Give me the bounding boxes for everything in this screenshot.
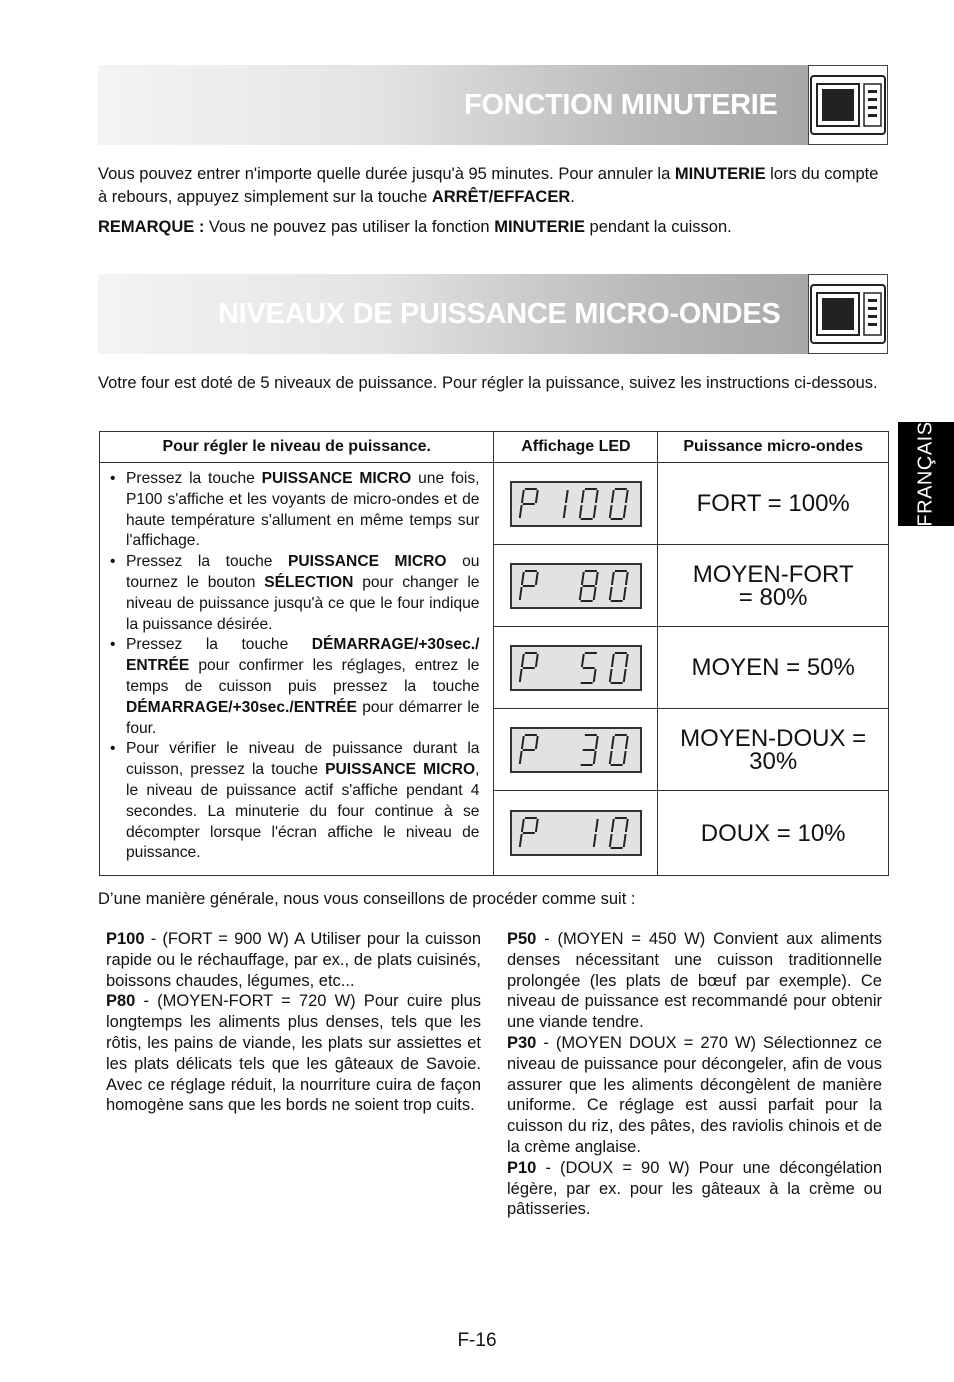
- led-segment: [610, 505, 612, 518]
- led-segment: [520, 669, 522, 682]
- led-segment: [536, 490, 538, 503]
- led-segment: [522, 736, 524, 749]
- led-segment: [626, 736, 628, 749]
- led-segment: [520, 751, 522, 764]
- instructions-cell: [100, 463, 494, 876]
- power-intro: Votre four est doté de 5 niveaux de puissance. Pour régler la puissance, suivez les instructions ci-dessous.: [98, 374, 878, 392]
- led-segment: [610, 834, 612, 847]
- led-segment: [596, 736, 598, 749]
- led-segment: [624, 669, 626, 682]
- led-display: [510, 727, 642, 773]
- instruction-step: • Pour vérifier le niveau de puissance durant la cuisson, pressez la touche PUISSANCE MICRO, le niveau de puissance actif s'affiche pendant 4 secondes. La minuterie du four continue à se décompter lorsque l'écran affiche le niveau de puissance.: [110, 739, 479, 864]
- timer-paragraph: Vous pouvez entrer n'importe quelle durée jusqu'à 95 minutes. Pour annuler la MINUTERIE lors du compte à rebours, appuyez simplement sur la touche ARRÊT/EFFACER.: [98, 165, 879, 206]
- timer-note: REMARQUE : Vous ne pouvez pas utiliser la fonction MINUTERIE pendant la cuisson.: [98, 218, 732, 236]
- led-segment: [596, 819, 598, 832]
- led-cell: [494, 791, 658, 876]
- led-segment: [520, 505, 522, 518]
- detail-p10: P10 - (DOUX = 90 W) Pour une décongélation légère, par ex. pour les gâteaux à la crème ou pâtisseries.: [507, 1158, 882, 1219]
- led-segment: [536, 819, 538, 832]
- power-section-header: [98, 274, 888, 354]
- led-segment: [522, 819, 524, 832]
- details-right-column: [507, 929, 882, 1220]
- led-segment: [580, 505, 582, 518]
- led-segment: [536, 572, 538, 585]
- led-segment: [610, 669, 612, 682]
- led-segment: [596, 572, 598, 585]
- detail-p50: P50 - (MOYEN = 450 W) Convient aux aliments denses nécessitant une cuisson traditionnelle prolongée (les plats de bœuf par exemple). Ce niveau de puissance est recommandé pour obtenir une viande tendre.: [507, 930, 882, 1032]
- led-segment: [612, 572, 614, 585]
- led-segment: [626, 654, 628, 667]
- led-display: [510, 645, 642, 691]
- led-segment: [626, 819, 628, 832]
- power-level-label: DOUX = 10%: [658, 791, 889, 876]
- led-segment: [594, 587, 596, 600]
- led-cell: [494, 463, 658, 545]
- led-cell: [494, 545, 658, 627]
- power-level-label: FORT = 100%: [658, 463, 889, 545]
- led-segment: [594, 834, 596, 847]
- led-segment: [522, 572, 524, 585]
- led-display: [510, 563, 642, 609]
- detail-p80: P80 - (MOYEN-FORT = 720 W) Pour cuire plus longtemps les aliments plus denses, tels que les rôtis, les pains de viande, les plats sur assiettes et les plats délicats tels que les gâteaux de Savoie. Avec ce réglage réduit, la nourriture cuira de façon homogène sans que les bords ne soient trop cuits.: [106, 992, 481, 1115]
- timer-section-title: FONCTION MINUTERIE: [464, 89, 778, 121]
- led-segment: [522, 654, 524, 667]
- general-advice: D’une manière générale, nous vous conseillons de procéder comme suit :: [98, 890, 636, 908]
- language-tab: [898, 422, 954, 526]
- led-segment: [582, 654, 584, 667]
- led-segment: [626, 572, 628, 585]
- led-segment: [624, 751, 626, 764]
- instruction-step: • Pressez la touche PUISSANCE MICRO ou tournez le bouton SÉLECTION pour changer le niveau de puissance jusqu'à ce que le four indique la puissance désirée.: [110, 552, 479, 635]
- detail-p30: P30 - (MOYEN DOUX = 270 W) Sélectionnez ce niveau de puissance pour décongeler, afin de vous assurer que les aliments décongèlent de manière uniforme. Ce réglage est aussi parfait pour la cuisson du riz, des pâtes, des raviolis chinois et de la crème anglaise.: [507, 1033, 882, 1156]
- led-segment: [610, 751, 612, 764]
- timer-section-header: [98, 65, 888, 145]
- header-power: Puissance micro-ondes: [658, 432, 889, 463]
- header-led: Affichage LED: [494, 432, 658, 463]
- led-segment: [594, 751, 596, 764]
- power-levels-table: [99, 431, 889, 876]
- led-segment: [582, 490, 584, 503]
- led-display: [510, 481, 642, 527]
- page-number: F-16: [457, 1330, 497, 1351]
- led-segment: [594, 505, 596, 518]
- details-left-column: [106, 929, 481, 1116]
- detail-p100: P100 - (FORT = 900 W) A Utiliser pour la cuisson rapide ou le réchauffage, par ex., de plats cuisinés, boissons chaudes, légumes, etc...: [106, 930, 481, 990]
- led-segment: [594, 669, 596, 682]
- power-level-label: MOYEN-DOUX = 30%: [658, 709, 889, 791]
- instruction-step: • Pressez la touche PUISSANCE MICRO une fois, P100 s'affiche et les voyants de micro-ondes et de haute température s'allument en même temps sur l'affichage.: [110, 469, 479, 552]
- led-segment: [536, 654, 538, 667]
- led-segment: [612, 819, 614, 832]
- led-segment: [612, 490, 614, 503]
- led-segment: [564, 505, 566, 518]
- led-segment: [612, 736, 614, 749]
- power-level-label: MOYEN-FORT = 80%: [658, 545, 889, 627]
- led-cell: [494, 627, 658, 709]
- power-level-label: MOYEN = 50%: [658, 627, 889, 709]
- led-segment: [520, 587, 522, 600]
- led-segment: [624, 587, 626, 600]
- led-segment: [596, 490, 598, 503]
- microwave-icon: [808, 65, 888, 145]
- led-segment: [580, 587, 582, 600]
- led-segment: [536, 736, 538, 749]
- led-segment: [610, 587, 612, 600]
- led-segment: [612, 654, 614, 667]
- led-cell: [494, 709, 658, 791]
- led-segment: [582, 572, 584, 585]
- led-segment: [624, 505, 626, 518]
- led-segment: [566, 490, 568, 503]
- led-display: [510, 810, 642, 856]
- power-section-title: NIVEAUX DE PUISSANCE MICRO-ONDES: [218, 298, 781, 330]
- led-segment: [520, 834, 522, 847]
- led-segment: [522, 490, 524, 503]
- instruction-step: • Pressez la touche DÉMARRAGE/+30sec./ ENTRÉE pour confirmer les réglages, entrez le temps de cuisson puis pressez la touche DÉMARRAGE/+30sec./ENTRÉE pour démarrer le four.: [110, 635, 479, 739]
- led-segment: [624, 834, 626, 847]
- led-segment: [626, 490, 628, 503]
- language-tab-label: FRANÇAIS: [914, 421, 937, 527]
- header-instructions: Pour régler le niveau de puissance.: [100, 432, 494, 463]
- microwave-icon: [808, 274, 888, 354]
